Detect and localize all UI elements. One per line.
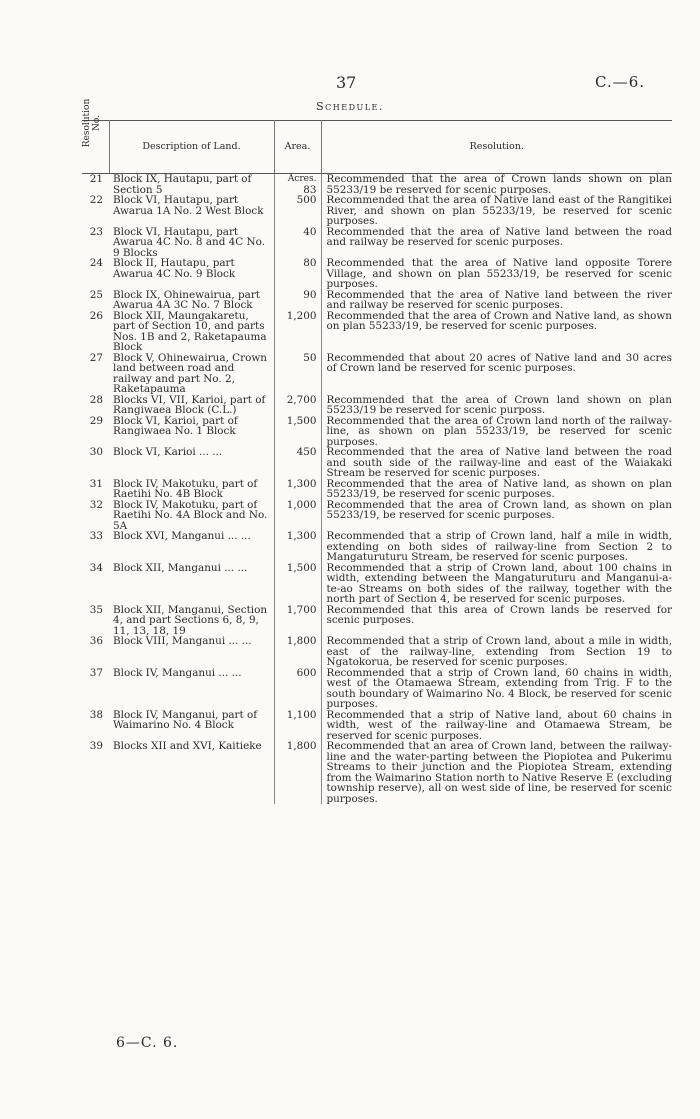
land-description: Block XVI, Manganui ... ... <box>109 531 274 563</box>
table-row <box>82 258 672 290</box>
resolution-number: 32 <box>89 498 103 511</box>
land-description: Block VIII, Manganui ... ... <box>109 636 274 668</box>
resolution-text: Recommended that about 20 acres of Native land and 30 acres of Crown land be reserved for scenic purposes. <box>326 351 672 374</box>
resolution-text: Recommended that the area of Crown land, as shown on plan 55233/19, be reserved for scenic purposes. <box>326 498 672 521</box>
land-description: Block XII, Maungakaretu, part of Section 10, and parts Nos. 1B and 2, Raketapauma Block <box>109 311 274 353</box>
resolution-number: 33 <box>89 530 103 542</box>
header-area: Area. <box>274 121 321 174</box>
area-value: Acres. 83 <box>274 174 321 196</box>
table-row <box>82 605 672 637</box>
resolution-text: Recommended that the area of Crown land shown on plan 55233/19 be reserved for scenic purposs. <box>326 393 672 416</box>
resolution-number: 23 <box>89 225 103 238</box>
resolution-text: Recommended that the area of Native land east of the Rangitikei River, and shown on plan 55233/19, be reserved for scenic purposes. <box>326 194 672 227</box>
land-description: Block XII, Manganui, Section 4, and part Sections 6, 8, 9, 11, 13, 18, 19 <box>109 605 274 637</box>
area-value: 1,000 <box>274 500 321 532</box>
resolution-number: 34 <box>89 561 103 574</box>
area-value: 1,300 <box>274 531 321 563</box>
table-row <box>82 290 672 311</box>
land-description: Block IV, Manganui ... ... <box>109 668 274 710</box>
area-unit: Acres. <box>287 174 317 184</box>
table-row <box>82 174 672 196</box>
area-value: 1,300 <box>274 479 321 500</box>
area-value: 1,200 <box>274 311 321 353</box>
area-value: 2,700 <box>274 395 321 416</box>
table-row <box>82 195 672 227</box>
area-value: 90 <box>274 290 321 311</box>
page-reference: C.—6. <box>595 73 646 91</box>
resolution-number: 22 <box>89 194 103 206</box>
table-header-row <box>82 121 672 174</box>
area-value: 40 <box>274 227 321 259</box>
resolution-number: 21 <box>89 173 103 185</box>
area-value: 1,500 <box>274 563 321 605</box>
table-row <box>82 710 672 742</box>
table-row <box>82 636 672 668</box>
table-row <box>82 227 672 259</box>
resolution-text: Recommended that the area of Native land, as shown on plan 55233/19, be reserved for scenic purposes. <box>326 477 672 500</box>
resolution-number: 30 <box>89 446 103 458</box>
resolution-number: 35 <box>89 603 103 616</box>
resolution-text: Recommended that a strip of Crown land, about 100 chains in width, extending between the Mangaturuturu and Manganui-a-te-ao Streams on both sides of the railway, together with the north part of Section 4, be reserved for scenic purposes. <box>326 561 672 605</box>
land-description: Block II, Hautapu, part Awarua 4C No. 9 Block <box>109 258 274 290</box>
page-number: 37 <box>336 73 357 92</box>
area-value: 1,800 <box>274 741 321 804</box>
resolution-number: 26 <box>89 309 103 322</box>
resolution-text: Recommended that the area of Crown lands shown on plan 55233/19 be reserved for scenic purposes. <box>326 173 672 196</box>
land-description: Block IV, Makotuku, part of Raetihi No. 4B Block <box>109 479 274 500</box>
area-value: 50 <box>274 353 321 395</box>
area-value: 80 <box>274 258 321 290</box>
table-row <box>82 668 672 710</box>
header-description: Description of Land. <box>109 121 274 174</box>
land-description: Blocks VI, VII, Karioi, part of Rangiwaea Block (C.L.) <box>109 395 274 416</box>
area-value: 1,700 <box>274 605 321 637</box>
land-description: Block IX, Hautapu, part of Section 5 <box>109 174 274 196</box>
header-resolution: Resolution. <box>321 121 672 174</box>
signature-mark: 6—C. 6. <box>116 1035 179 1051</box>
area-value: 1,800 <box>274 636 321 668</box>
resolution-text: Recommended that the area of Crown and Native land, as shown on plan 55233/19, be reserved for scenic purposes. <box>326 309 672 332</box>
land-description: Block VI, Karioi, part of Rangiwaea No. 1 Block <box>109 416 274 448</box>
table-row <box>82 531 672 563</box>
table-row <box>82 479 672 500</box>
area-value: 500 <box>274 195 321 227</box>
resolution-text: Recommended that a strip of Crown land, about a mile in width, east of the railway-line, extending from Section 19 to Ngatokorua, be reserved for scenic purposes. <box>326 635 672 668</box>
resolution-text: Recommended that a strip of Crown land, half a mile in width, extending on both sides of railway-line from Section 2 to Mangaturuturu Stream, be reserved for scenic purposes. <box>326 530 672 563</box>
table-row <box>82 311 672 353</box>
header-resolution-no: Resolution No. <box>82 121 109 174</box>
resolution-text: Recommended that the area of Native land opposite Torere Village, and shown on plan 55233/19, be reserved for scenic purposes. <box>326 257 672 290</box>
land-description: Block V, Ohinewairua, Crown land between road and railway and part No. 2, Raketapauma <box>109 353 274 395</box>
area-value: 600 <box>274 668 321 710</box>
resolution-number: 28 <box>89 393 103 406</box>
land-description: Block IX, Ohinewairua, part Awarua 4A 3C No. 7 Block <box>109 290 274 311</box>
schedule-title: Schedule. <box>316 100 384 113</box>
area-value: 450 <box>274 447 321 479</box>
resolution-number: 39 <box>89 740 103 752</box>
table-row <box>82 447 672 479</box>
resolution-number: 24 <box>89 257 103 269</box>
resolution-number: 38 <box>89 708 103 721</box>
area-value: 1,100 <box>274 710 321 742</box>
land-description: Block VI, Karioi ... ... <box>109 447 274 479</box>
table-row <box>82 395 672 416</box>
table-row <box>82 416 672 448</box>
land-description: Block IV, Makotuku, part of Raetihi No. 4A Block and No. 5A <box>109 500 274 532</box>
table-row <box>82 500 672 532</box>
land-description: Block XII, Manganui ... ... <box>109 563 274 605</box>
resolution-text: Recommended that an area of Crown land, between the railway-line and the water-parting between the Piopiotea and Pukerimu Streams to their junction and the Piopiotea Stream, extending from the Waimarino Station north to Native Reserve E (excluding township reserve), all on west side of line, be reserved for scenic purposes. <box>326 740 672 805</box>
land-description: Blocks XII and XVI, Kaitieke <box>109 741 274 804</box>
resolution-number: 37 <box>89 666 103 679</box>
table-row <box>82 741 672 804</box>
resolution-text: Recommended that a strip of Native land, about 60 chains in width, west of the railway-line and Otamaewa Stream, be reserved for scenic purposes. <box>326 708 672 742</box>
resolution-number: 27 <box>89 351 103 364</box>
resolution-text: Recommended that the area of Native land between the road and railway be reserved for scenic purposes. <box>326 225 672 248</box>
resolution-text: Recommended that a strip of Crown land, 60 chains in width, west of the Otamaewa Stream, extending from Trig. F to the south boundary of Waimarino No. 4 Block, be reserved for scenic purposes. <box>326 666 672 710</box>
area-value: 1,500 <box>274 416 321 448</box>
land-description: Block VI, Hautapu, part Awarua 1A No. 2 West Block <box>109 195 274 227</box>
table-row <box>82 563 672 605</box>
resolution-text: Recommended that this area of Crown lands be reserved for scenic purposes. <box>326 603 672 626</box>
resolution-number: 31 <box>89 477 103 490</box>
land-description: Block IV, Manganui, part of Waimarino No. 4 Block <box>109 710 274 742</box>
table-row <box>82 353 672 395</box>
resolution-text: Recommended that the area of Native land between the river and railway be reserved for scenic purposes. <box>326 288 672 311</box>
resolution-text: Recommended that the area of Crown land north of the railway-line, as shown on plan 55233/19, be reserved for scenic purposes. <box>326 414 672 448</box>
resolution-number: 25 <box>89 288 103 301</box>
resolution-text: Recommended that the area of Native land between the road and south side of the railway-line and east of the Waiakaki Stream be reserved for scenic purposes. <box>326 446 672 479</box>
resolution-number: 29 <box>89 414 103 427</box>
land-description: Block VI, Hautapu, part Awarua 4C No. 8 and 4C No. 9 Blocks <box>109 227 274 259</box>
resolution-number: 36 <box>89 635 103 647</box>
